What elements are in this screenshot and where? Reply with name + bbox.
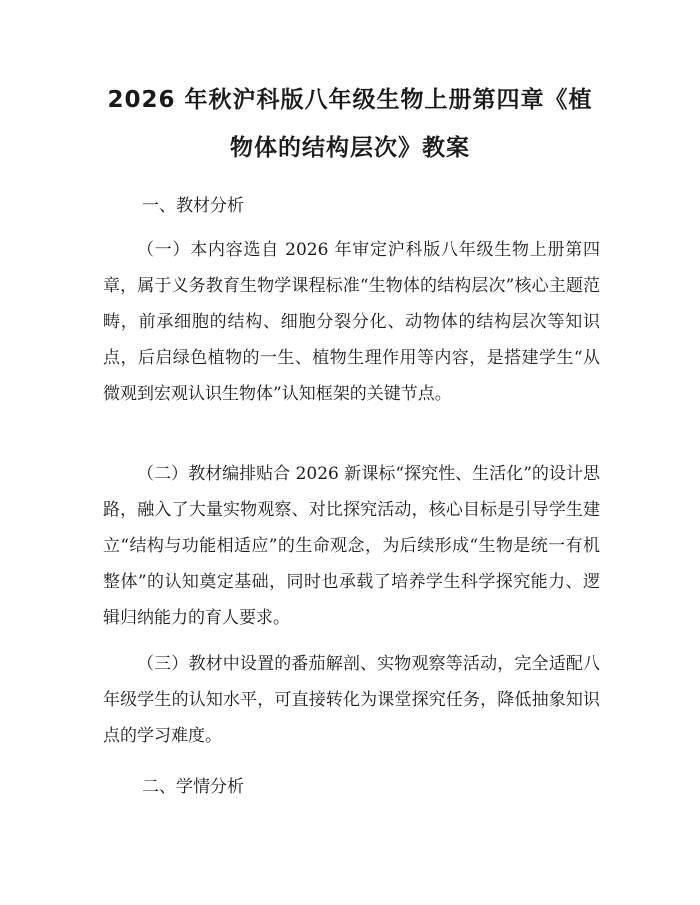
section-heading-learner-analysis: 二、学情分析 [142, 777, 244, 797]
paragraph-1: （一）本内容选自 2026 年审定沪科版八年级生物上册第四章，属于义务教育生物学课程标准“生物体的结构层次”核心主题范畴，前承细胞的结构、细胞分裂分化、动物体的结构层次等知识点，后启绿色植物的一生、植物生理作用等内容，是搭建学生“从微观到宏观认识生物体”认知框架的关键节点。 [103, 240, 600, 404]
section-heading-textbook-analysis: 一、教材分析 [142, 196, 244, 216]
document-title: 2026 年秋沪科版八年级生物上册第四章《植物体的结构层次》教案 [107, 87, 593, 161]
paragraph-2: （二）教材编排贴合 2026 新课标“探究性、生活化”的设计思路，融入了大量实物观察、对比探究活动，核心目标是引导学生建立“结构与功能相适应”的生命观念，为后续形成“生物是统一有机整体”的认知奠定基础，同时也承载了培养学生科学探究能力、逻辑归纳能力的育人要求。 [103, 464, 600, 628]
paragraph-3: （三）教材中设置的番茄解剖、实物观察等活动，完全适配八年级学生的认知水平，可直接转化为课堂探究任务，降低抽象知识点的学习难度。 [103, 654, 600, 746]
